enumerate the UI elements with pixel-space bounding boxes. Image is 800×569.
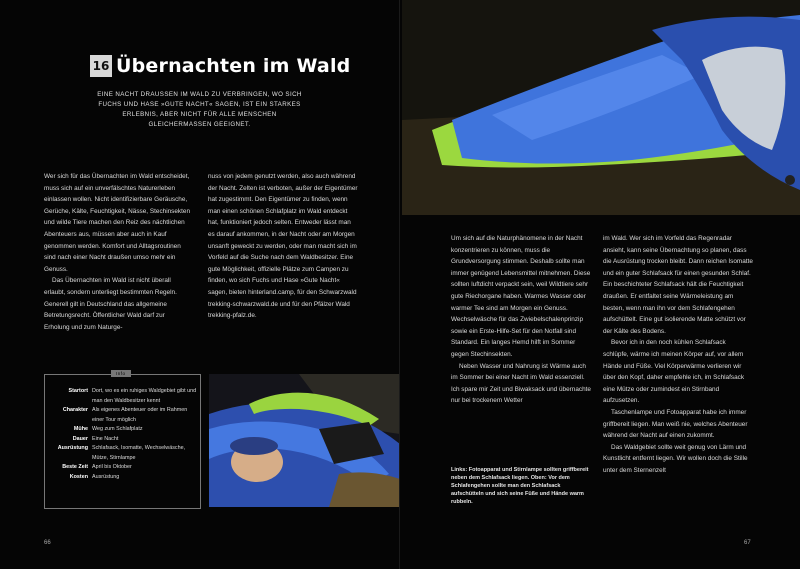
info-row <box>48 387 198 406</box>
info-value: Schlafsack, Isomatte, Wechselwäsche, Mütze, Stirnlampe <box>92 445 186 461</box>
photo-person-in-sleeping-bag <box>209 374 400 507</box>
info-value: Als eigenes Abenteuer oder im Rahmen einer Tour möglich <box>92 407 188 423</box>
lead-paragraph: EINE NACHT DRAUSSEN IM WALD ZU VERBRINGEN, WO SICH FUCHS UND HASE »GUTE NACHT« SAGEN, IST EIN STARKES ERLEBNIS, ABER NICHT FÜR ALLE MENSCHEN GLEICHERMASSEN GEEIGNET. <box>97 91 302 128</box>
info-value: Ausrüstung <box>92 473 120 480</box>
paragraph: nuss von jedem genutzt werden, also auch während der Nacht. Zelten ist verboten, außer der Eigentümer hat zugestimmt. Den Eigentümer zu finden, wenn man einen schönen Schlafplatz im Wald entdeckt hat, funktioniert jedoch selten. Entweder lässt man es darauf ankommen, in der Nacht oder am Morgen unsanft geweckt zu werden, oder man macht sich im Vorfeld auf die Suche nach dem Waldbesitzer. Eine gute Möglichkeit, offizielle Plätze zum Campen zu finden, wo sich Fuchs und Hase »Gute Nacht« sagen, bieten hinterland.camp, für den Schwarzwald trekking-schwarzwald.de und für den Pfälzer Wald trekking-pfalz.de. <box>208 173 358 320</box>
info-value: Weg zum Schlafplatz <box>92 426 143 432</box>
paragraph: Neben Wasser und Nahrung ist Wärme auch im Sommer bei einer Nacht im Wald essenziell. Ich spare mir Zeit und Biwaksack und übernachte nur bei trockenem Wetter <box>451 362 591 405</box>
right-column-1 <box>451 233 591 407</box>
paragraph: im Wald. Wer sich im Vorfeld das Regenradar ansieht, kann seine Übernachtung so planen, dass die Ausrüstung trocken bleibt. Dann reichen Isomatte und ein guter Schlafsack für einen gesunden Schlaf. Ein beschichteter Schlafsack hält die Feuchtigkeit draußen. Er entfaltet seine Wärmeleistung am besten, wenn man ihn vor dem Schlafengehen aufschüttelt. Eine gut isolierende Matte schützt vor der Kälte des Bodens. <box>603 235 753 335</box>
info-key: Beste Zeit <box>62 464 88 470</box>
info-row <box>48 444 198 463</box>
chapter-heading <box>90 55 350 77</box>
info-key: Kosten <box>69 473 88 480</box>
page-title: Übernachten im Wald <box>116 55 351 77</box>
info-label: Info <box>111 370 131 377</box>
info-value: Dort, wo es ein ruhiges Waldgebiet gibt und man den Waldbesitzer kennt <box>92 388 197 404</box>
info-row <box>48 473 198 483</box>
photo-sleeping-bag-on-mat <box>402 0 800 215</box>
info-row <box>48 463 198 473</box>
photo-illustration <box>209 374 400 507</box>
photo-caption: Links: Fotoapparat und Stirnlampe sollten griffbereit neben dem Schlafsack liegen. Oben: Vor dem Schlafengehen sollte man den Schlafsack aufschütteln und sich seine Füße und Hände warm rubbeln. <box>451 467 589 505</box>
paragraph: Wer sich für das Übernachten im Wald entscheidet, muss sich auf ein unverfälschtes Naturerleben einlassen wollen. Nicht identifizierbare Geräusche, Gerüche, Kälte, Feuchtigkeit, Nässe, Stechinsekten und wilde Tiere machen den Reiz des nächtlichen Abenteuers aus, müssen aber auch in Kauf genommen werden. Komfort und Alltagsroutinen sind nach einer Nacht draußen umso mehr ein Genuss. <box>44 173 190 273</box>
right-column-2 <box>603 233 753 476</box>
info-key: Ausrüstung <box>57 445 88 451</box>
info-value: Eine Nacht <box>92 435 119 442</box>
paragraph: Taschenlampe und Fotoapparat habe ich immer griffbereit liegen. Man weiß nie, welches Abenteuer während der Nacht auf einen zukommt. <box>603 408 748 440</box>
page-number-right: 67 <box>744 540 751 546</box>
info-key: Mühe <box>73 426 88 432</box>
info-key: Charakter <box>62 407 88 413</box>
section-number-badge: 16 <box>90 55 112 77</box>
paragraph: Bevor ich in den noch kühlen Schlafsack schlüpfe, wärme ich meinen Körper auf, vor allem Hände und Füße. Viel Körperwärme verlieren wir über den Kopf, daher empfehle ich, im Schlafsack eine Mütze oder zumindest ein Stirnband aufzusetzen. <box>603 339 745 405</box>
info-row <box>48 425 198 435</box>
info-value: April bis Oktober <box>92 464 132 470</box>
paragraph: Das Waldgebiet sollte weit genug von Lärm und Kunstlicht entfernt liegen. Wir wollen doch die Stille unter dem Sternenzelt <box>603 443 748 474</box>
info-row <box>48 435 198 445</box>
left-column-1 <box>44 171 190 333</box>
info-key: Dauer <box>72 435 88 442</box>
page-number-left: 66 <box>44 540 51 546</box>
paragraph: Um sich auf die Naturphänomene in der Nacht konzentrieren zu können, muss die Grundversorgung stimmen. Deshalb sollte man immer genügend Lebensmittel mitnehmen. Diese sollten luftdicht verpackt sein, weil Wildtiere sehr gute Riechorgane haben. Warmes Wasser oder warmer Tee sind am Morgen ein Genuss. Wechselwäsche für das Zwiebelschalenprinzip sowie ein Erste-Hilfe-Set für den Notfall sind Standard. Ein langes Hemd hilft im Sommer gegen Stechinsekten. <box>451 235 591 358</box>
photo-illustration <box>402 0 800 215</box>
info-key: Startort <box>68 388 88 394</box>
info-row <box>48 406 198 425</box>
left-column-2 <box>208 171 358 322</box>
paragraph: Das Übernachten im Wald ist nicht überall erlaubt, sondern unterliegt bestimmten Regeln. Generell gilt in Deutschland das allgemeine Betretungsrecht. Öffentlicher Wald darf zur Erholung und zum Naturge- <box>44 277 177 331</box>
info-rows <box>48 387 198 482</box>
info-box <box>44 371 201 509</box>
